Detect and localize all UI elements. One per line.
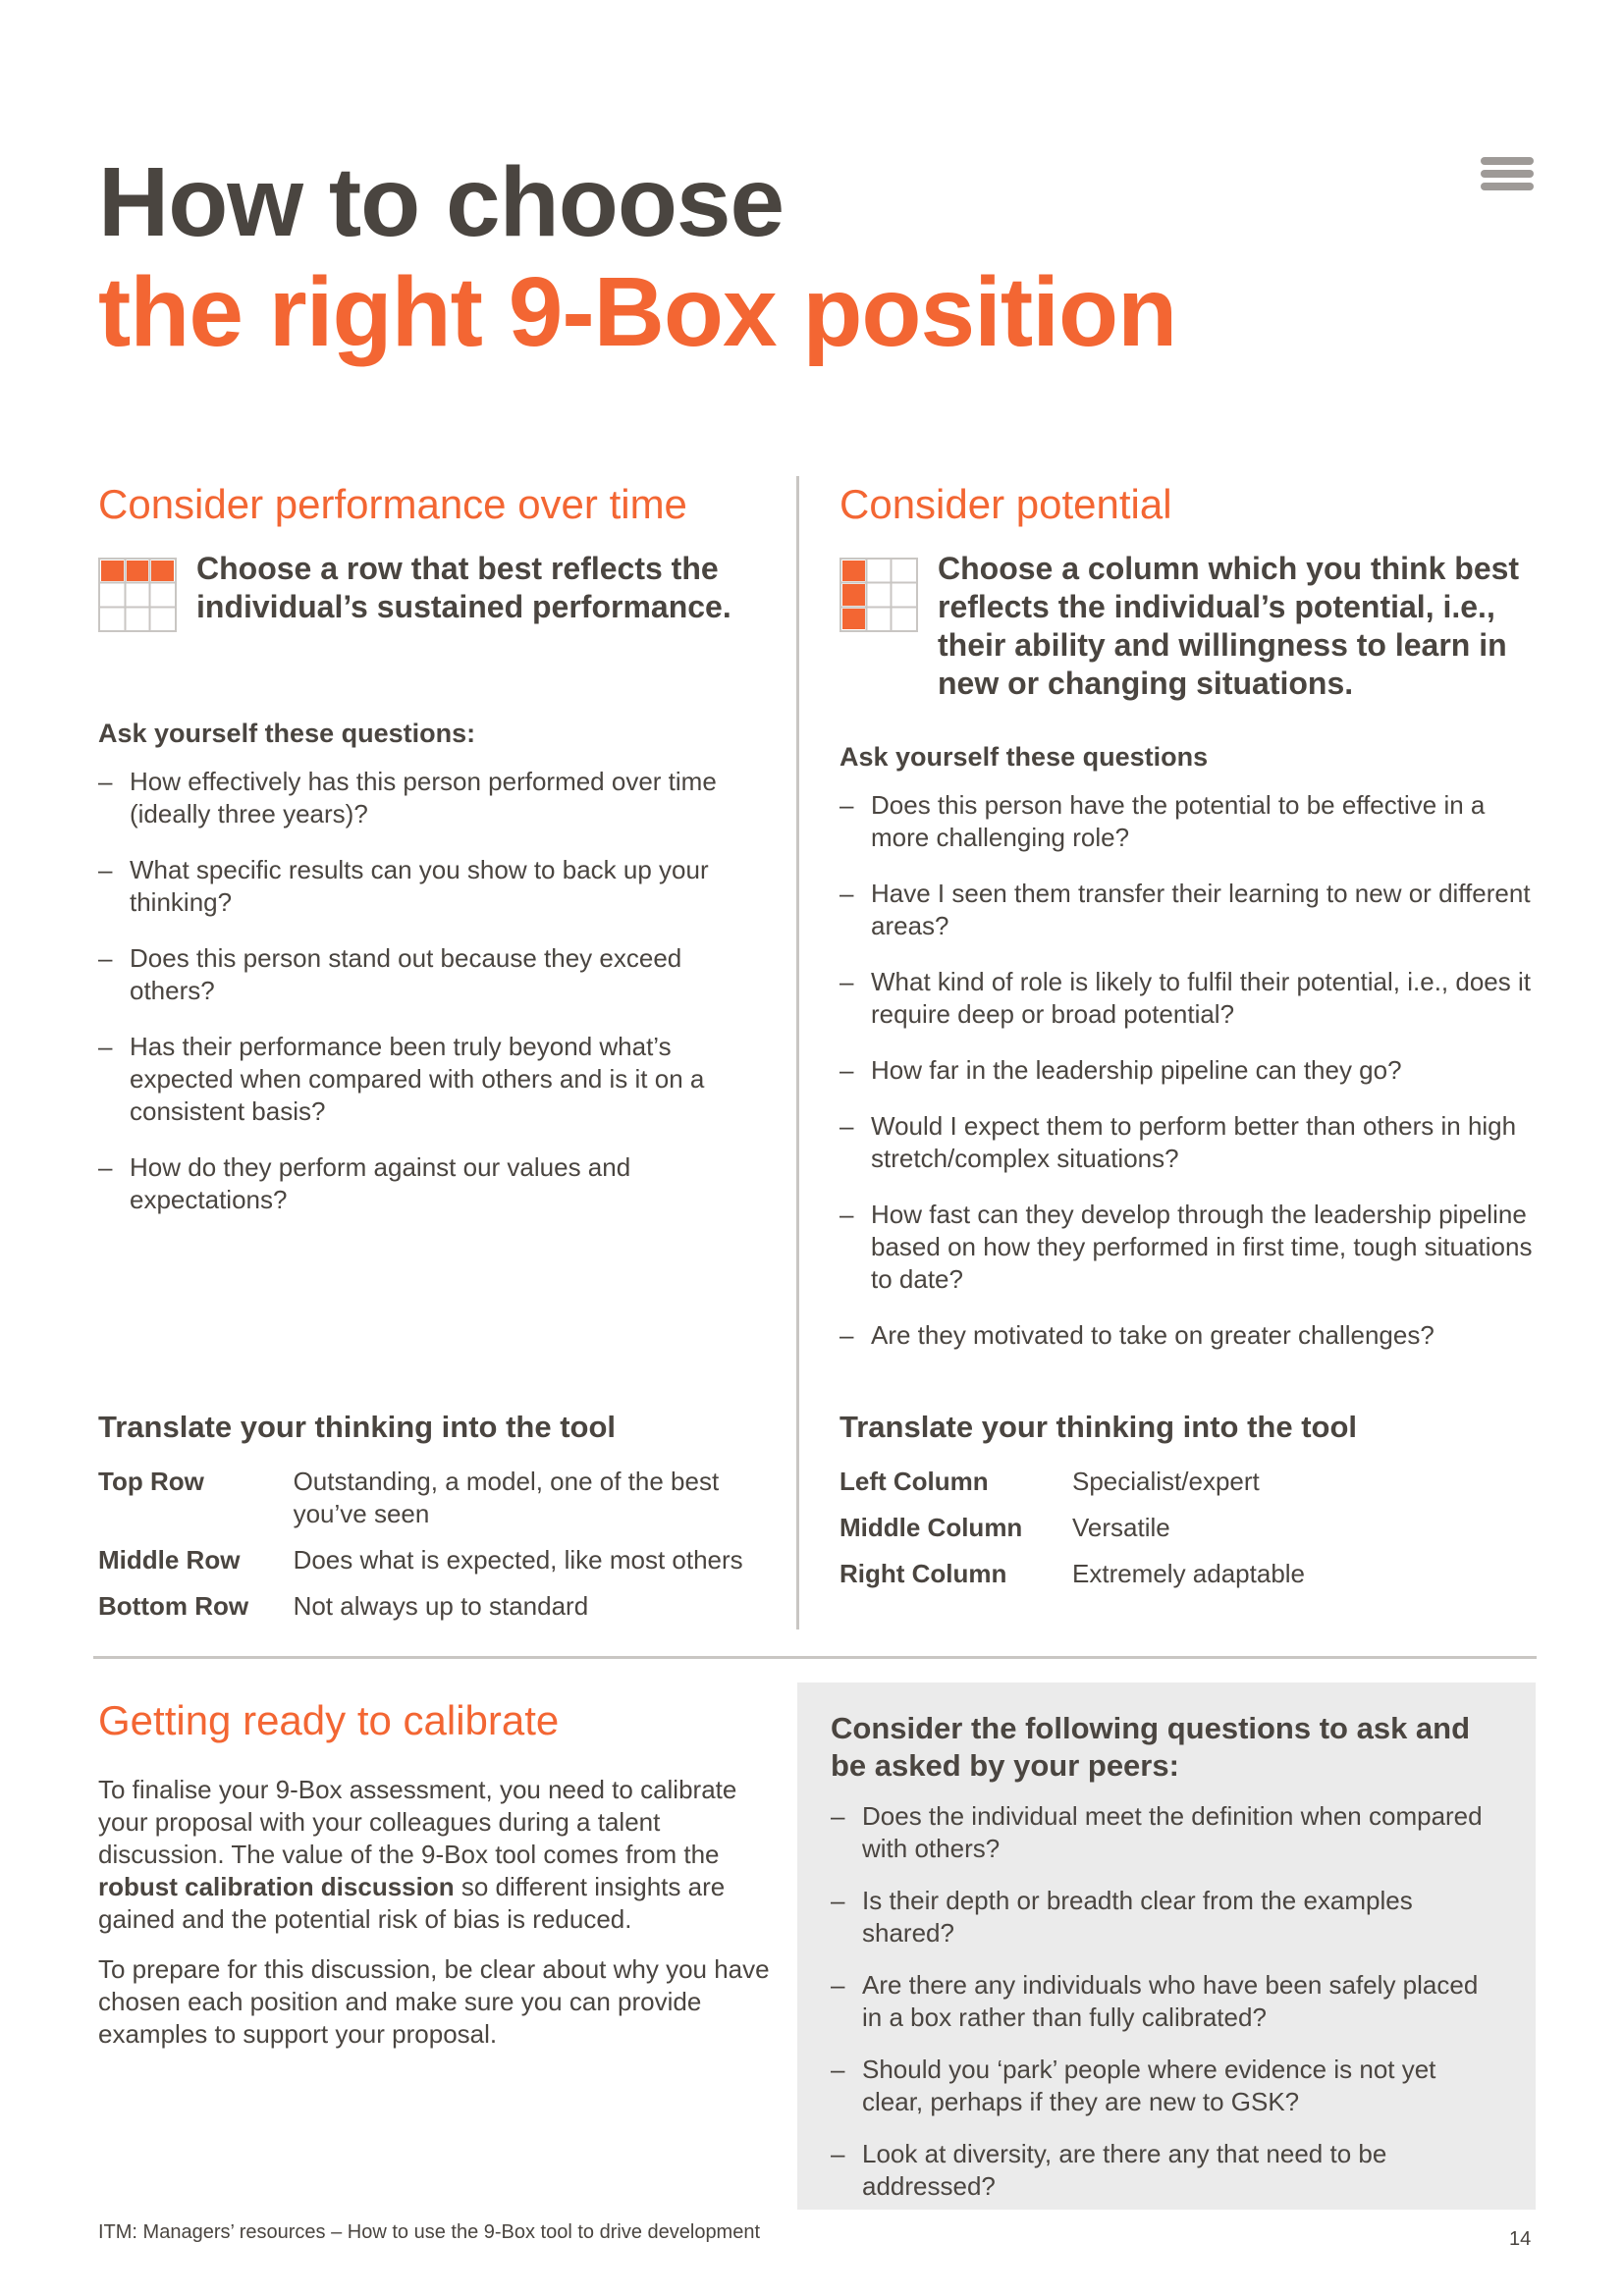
list-item: – Look at diversity, are there any that need to be addressed? — [831, 2138, 1502, 2203]
grid-top-row-icon — [98, 558, 177, 632]
performance-section — [98, 479, 766, 1621]
potential-intro — [839, 550, 1546, 703]
performance-translate-table — [98, 1459, 776, 1629]
performance-translate-heading: Translate your thinking into the tool — [98, 1410, 617, 1444]
list-item: – How do they perform against our values and expectations? — [98, 1151, 766, 1216]
table-row — [98, 1459, 776, 1537]
performance-intro-text: Choose a row that best reflects the individual’s sustained performance. — [196, 551, 731, 624]
title-line-2: the right 9-Box position — [98, 257, 1177, 367]
translate-key: Middle Column — [839, 1513, 1023, 1542]
calibrate-paragraph-1 — [98, 1774, 776, 1936]
table-row — [839, 1459, 1527, 1505]
translate-key: Middle Row — [98, 1545, 241, 1575]
performance-intro — [98, 550, 766, 628]
calibrate-p1-bold: robust calibration discussion — [98, 1872, 455, 1901]
performance-question-list — [98, 766, 766, 1216]
grid-left-column-icon — [839, 558, 918, 632]
list-item: – Have I seen them transfer their learning to new or different areas? — [839, 878, 1546, 942]
list-item: – What kind of role is likely to fulfil their potential, i.e., does it require deep or broad potential? — [839, 966, 1546, 1031]
calibrate-paragraph-2: To prepare for this discussion, be clear about why you have chosen each position and make sure you can provide examples to support your proposal. — [98, 1954, 770, 2049]
table-row — [98, 1537, 776, 1583]
peers-questions-panel — [797, 1682, 1536, 2210]
list-item: – How far in the leadership pipeline can they go? — [839, 1054, 1546, 1087]
list-item: – Should you ‘park’ people where evidence is not yet clear, perhaps if they are new to GSK? — [831, 2054, 1502, 2118]
translate-value: Does what is expected, like most others — [293, 1545, 743, 1575]
page-number: 14 — [1509, 2228, 1532, 2250]
list-item: – Does the individual meet the definition when compared with others? — [831, 1800, 1502, 1865]
performance-heading: Consider performance over time — [98, 481, 687, 527]
list-item: – How effectively has this person performed over time (ideally three years)? — [98, 766, 766, 830]
title-line-1: How to choose — [98, 147, 785, 257]
potential-translate-table — [839, 1459, 1527, 1597]
translate-key: Left Column — [839, 1467, 989, 1496]
translate-value: Specialist/expert — [1072, 1467, 1260, 1496]
calibrate-heading: Getting ready to calibrate — [98, 1697, 560, 1743]
calibrate-p1-after: so different insights are gained and the potential risk of bias is reduced. — [98, 1872, 726, 1934]
translate-key: Top Row — [98, 1467, 204, 1496]
menu-icon[interactable] — [1481, 157, 1534, 190]
page-title — [98, 147, 1176, 367]
translate-key: Right Column — [839, 1559, 1007, 1588]
performance-ask-heading: Ask yourself these questions: — [98, 719, 476, 748]
list-item: – What specific results can you show to back up your thinking? — [98, 854, 766, 919]
list-item: – Is their depth or breadth clear from the examples shared? — [831, 1885, 1502, 1949]
table-row — [98, 1583, 776, 1629]
table-row — [839, 1551, 1527, 1597]
potential-heading: Consider potential — [839, 481, 1172, 527]
peers-question-list — [831, 1800, 1502, 2203]
calibrate-p1-before: To finalise your 9-Box assessment, you need to calibrate your proposal with your colleagues during a talent discussion. The value of the 9-Box tool comes from the — [98, 1775, 737, 1869]
translate-value: Not always up to standard — [293, 1591, 589, 1621]
potential-ask-heading: Ask yourself these questions — [839, 742, 1209, 772]
peers-heading: Consider the following questions to ask and be asked by your peers: — [831, 1711, 1471, 1783]
translate-key: Bottom Row — [98, 1591, 249, 1621]
list-item: – Are there any individuals who have been safely placed in a box rather than fully calibrated? — [831, 1969, 1502, 2034]
potential-intro-text: Choose a column which you think best reflects the individual’s potential, i.e., their ability and willingness to learn in new or changing situations. — [938, 551, 1520, 701]
list-item: – Has their performance been truly beyond what’s expected when compared with others and is it on a consistent basis? — [98, 1031, 766, 1128]
translate-value: Versatile — [1072, 1513, 1170, 1542]
list-item: – Does this person have the potential to be effective in a more challenging role? — [839, 789, 1546, 854]
list-item: – Would I expect them to perform better than others in high stretch/complex situations? — [839, 1110, 1546, 1175]
list-item: – How fast can they develop through the leadership pipeline based on how they performed in first time, tough situations to date? — [839, 1199, 1546, 1296]
translate-value: Outstanding, a model, one of the best you’ve seen — [293, 1467, 720, 1528]
translate-value: Extremely adaptable — [1072, 1559, 1306, 1588]
table-row — [839, 1505, 1527, 1551]
potential-question-list — [839, 789, 1546, 1352]
footer-text: ITM: Managers’ resources – How to use the 9-Box tool to drive development — [98, 2221, 761, 2243]
list-item: – Does this person stand out because they exceed others? — [98, 942, 766, 1007]
column-divider — [796, 476, 799, 1629]
potential-section — [839, 479, 1546, 1588]
list-item: – Are they motivated to take on greater challenges? — [839, 1319, 1546, 1352]
calibrate-section — [98, 1695, 776, 2051]
potential-translate-heading: Translate your thinking into the tool — [839, 1410, 1358, 1444]
section-divider — [93, 1656, 1537, 1659]
